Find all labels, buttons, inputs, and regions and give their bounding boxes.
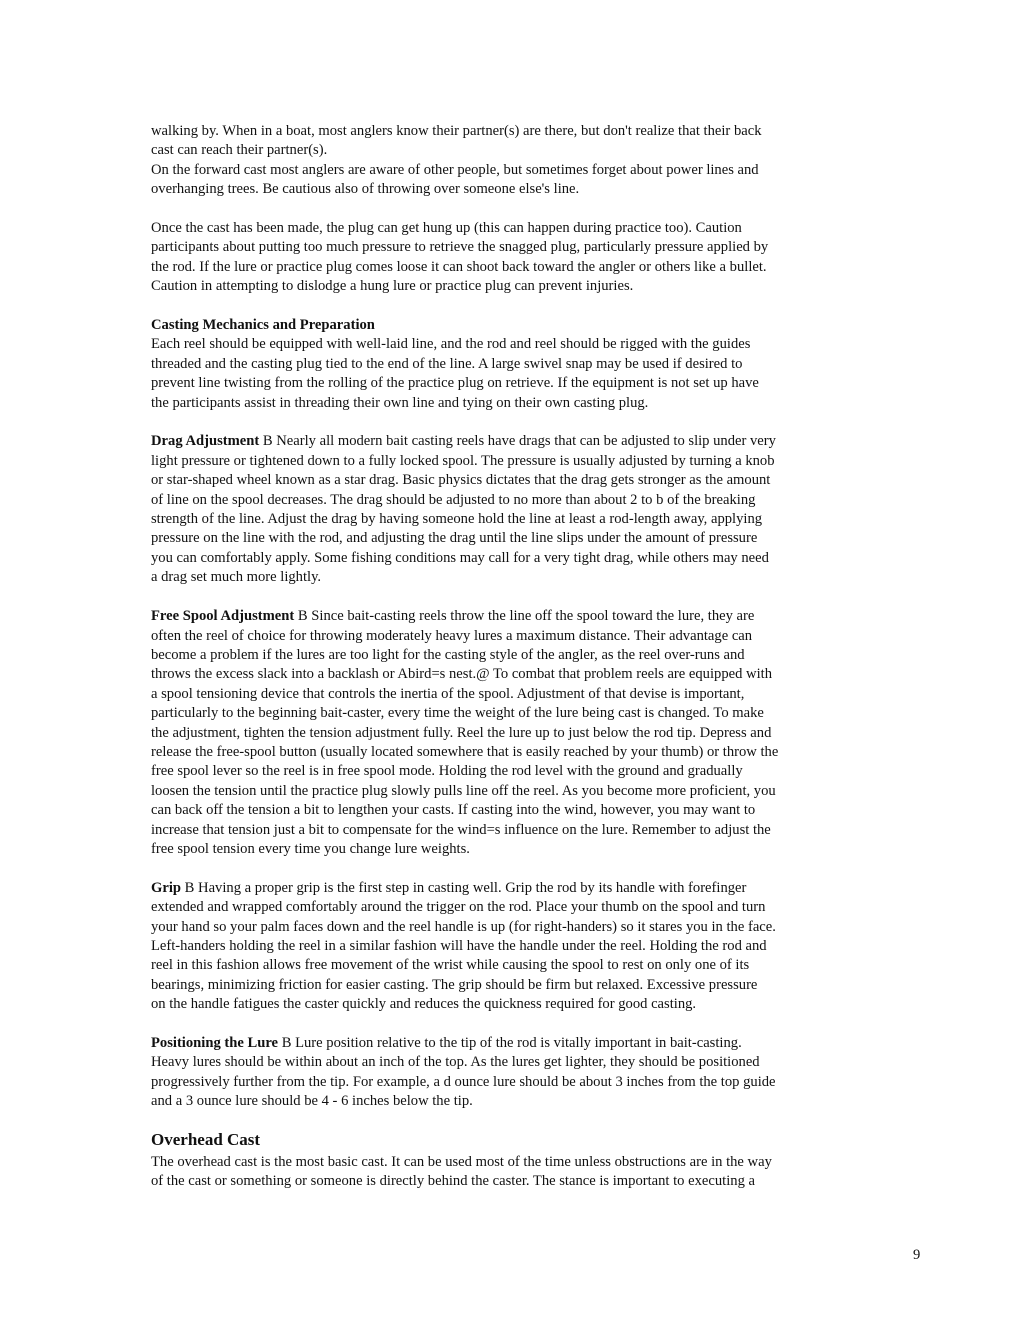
casting-mechanics-text: Each reel should be equipped with well-laid line, and the rod and reel should be rigged with the guides threaded and the casting plug tied to the end of the line. A large swivel snap may be used if desired to prevent line twisting from the rolling of the practice plug on retrieve. If the equipment is not set up have the participants assist in threading their own line and tying on their own casting plug.	[151, 336, 759, 411]
page-number: 9	[913, 1247, 921, 1263]
paragraph-gap	[151, 413, 873, 432]
drag-adjustment-label: Drag Adjustment	[151, 433, 260, 450]
free-spool-label: Free Spool Adjustment	[151, 608, 295, 625]
positioning-lure-label: Positioning the Lure	[151, 1035, 279, 1051]
free-spool-text: B Since bait-casting reels throw the line off the spool toward the lure, they are often the reel of choice for throwing moderately heavy lures a maximum distance. Their advantage can become a problem if the lures are too light for the casting style of the angler, as the reel over-runs and throws the excess slack into a backlash or Abird=s nest.@ To combat that problem reels are equipped with a spool tensioning device that controls the inertia of the spool. Adjustment of that devise is important, particularly to the beginning bait-caster, every time the weight of the lure being cast is changed. To make the adjustment, tighten the tension adjustment fully. Reel the lure up to just below the rod tip. Depress and release the free-spool button (usually located somewhere that is easily reached by your thumb) or throw the free spool lever so the reel is in free spool mode. Holding the rod level with the ground and gradually loosen the tension until the practice plug slowly pulls line off the reel. As you become more proficient, you can back off the tension a bit to lengthen your casts. If casting into the wind, however, you may want to increase that tension just a bit to compensate for the wind=s influence on the lure. Remember to adjust the free spool tension every time you change lure weights.	[151, 608, 779, 857]
drag-adjustment-text: B Nearly all modern bait casting reels have drags that can be adjusted to slip under very light pressure or tightened down to a fully locked spool. The pressure is usually adjusted by turning a knob or star-shaped wheel known as a star drag. Basic physics dictates that the drag gets stronger as the amount of line on the spool decreases. The drag should be adjusted to no more than about 2 to b of the breaking strength of the line. Adjust the drag by having someone hold the line at least a rod-length away, applying pressure on the line with the rod, and adjusting the drag until the line slips under the amount of pressure you can comfortably apply. Some fishing conditions may call for a very tight drag, while others may need a drag set much more lightly.	[151, 433, 776, 586]
paragraph-gap	[151, 1112, 873, 1129]
paragraph-positioning-lure	[151, 1034, 873, 1112]
positioning-lure-text: B Lure position relative to the tip of the rod is vitally important in bait-casting. Heavy lures should be within about an inch of the top. As the lures get lighter, they should be positioned progressively further from the tip. For example, a d ounce lure should be about 3 inches from the top guide and a 3 ounce lure should be 4 - 6 inches below the tip.	[151, 1035, 776, 1110]
section-overhead-cast	[151, 1129, 873, 1192]
paragraph-gap	[151, 297, 873, 316]
paragraph-hung-plug: Once the cast has been made, the plug can get hung up (this can happen during practice too). Caution participants about putting too much pressure to retrieve the snagged plug, particularly pressure applied by the rod. If the lure or practice plug comes loose it can shoot back toward the angler or others like a bullet. Caution in attempting to dislodge a hung lure or practice plug can prevent injuries.	[151, 220, 769, 295]
paragraph-drag-adjustment	[151, 432, 873, 587]
paragraph-free-spool	[151, 607, 873, 859]
casting-mechanics-heading: Casting Mechanics and Preparation	[151, 317, 375, 334]
grip-label: Grip	[151, 879, 181, 896]
paragraph-safety-back-cast: walking by. When in a boat, most anglers know their partner(s) are there, but don't realize that their back cast can reach their partner(s). On the forward cast most anglers are aware of other people, but sometimes forget about power lines and overhanging trees. Be cautious also of throwing over someone else's line.	[151, 123, 762, 198]
paragraph-gap	[151, 859, 873, 878]
page-body	[151, 122, 873, 1191]
grip-text: B Having a proper grip is the first step in casting well. Grip the rod by its handle with forefinger extended and wrapped comfortably around the trigger on the rod. Place your thumb on the spool and turn your hand so your palm faces down and the reel handle is up (for right-handers) so it stares you in the face. Left-handers holding the reel in a similar fashion will have the handle under the reel. Holding the rod and reel in this fashion allows free movement of the wrist while causing the spool to rest on only one of its bearings, minimizing friction for easier casting. The grip should be firm but relaxed. Excessive pressure on the handle fatigues the caster quickly and reduces the quickness required for good casting.	[151, 879, 776, 1013]
paragraph-gap	[151, 588, 873, 607]
paragraph-gap	[151, 1015, 873, 1034]
paragraph-grip	[151, 879, 873, 1015]
overhead-cast-text: The overhead cast is the most basic cast. It can be used most of the time unless obstructions are in the way of the cast or something or someone is directly behind the caster. The stance is important to executing a	[151, 1153, 772, 1190]
paragraph-gap	[151, 200, 873, 219]
section-casting-mechanics	[151, 316, 873, 413]
overhead-cast-heading: Overhead Cast	[151, 1129, 261, 1149]
